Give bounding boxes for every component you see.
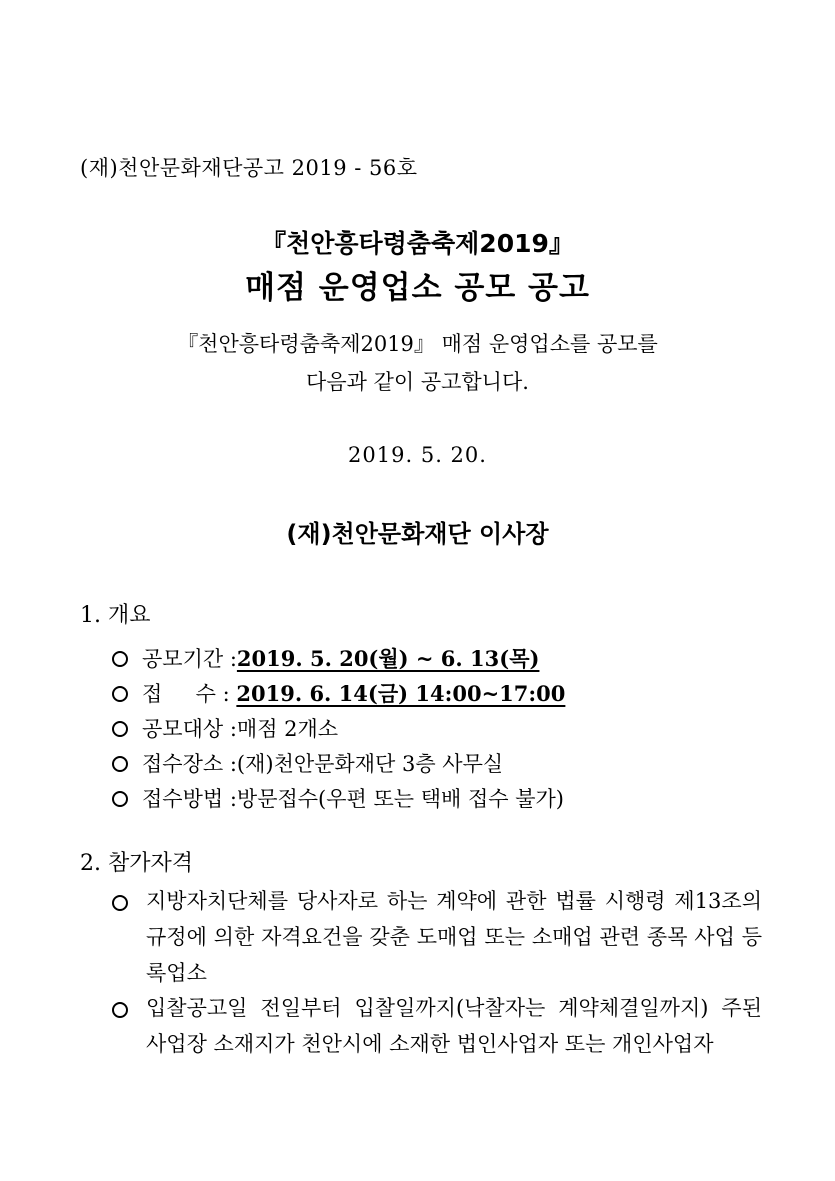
notice-number: (재)천안문화재단공고 2019 - 56호 <box>80 156 418 180</box>
eligibility-item-2 <box>112 990 762 1062</box>
item-value: 방문접수(우편 또는 택배 접수 불가) <box>236 787 564 811</box>
section-1-heading: 1. 개요 <box>80 603 151 628</box>
overview-item-method <box>112 783 564 813</box>
intro-line-1: 『천안흥타령춤축제2019』 매점 운영업소를 공모를 <box>177 332 658 356</box>
circle-bullet-icon <box>112 721 128 737</box>
item-label: 공모기간 : <box>142 647 237 671</box>
circle-bullet-icon <box>112 651 128 667</box>
item-value: 매점 2개소 <box>236 717 339 741</box>
eligibility-item-1 <box>112 883 762 991</box>
section-2-heading: 2. 참가자격 <box>80 851 193 876</box>
eligibility-text: 입찰공고일 전일부터 입찰일까지(낙찰자는 계약체결일까지) 주된 사업장 소재지가 천안시에 소재한 법인사업자 또는 개인사업자 <box>146 996 762 1056</box>
item-value: (재)천안문화재단 3층 사무실 <box>236 752 504 776</box>
overview-item-reception <box>112 678 565 708</box>
item-label: 접수방법 : <box>142 787 237 811</box>
circle-bullet-icon <box>112 895 128 911</box>
circle-bullet-icon <box>112 756 128 772</box>
overview-item-period <box>112 643 539 673</box>
circle-bullet-icon <box>112 791 128 807</box>
intro-text <box>0 325 835 401</box>
item-value: 2019. 6. 14(금) 14:00~17:00 <box>236 681 566 706</box>
item-label: 접 수 : <box>142 682 237 706</box>
item-label: 공모대상 : <box>142 717 237 741</box>
intro-line-2: 다음과 같이 공고합니다. <box>306 370 529 394</box>
circle-bullet-icon <box>112 1002 128 1018</box>
issuer: (재)천안문화재단 이사장 <box>286 520 549 548</box>
overview-item-location <box>112 748 503 778</box>
overview-item-target <box>112 713 338 743</box>
circle-bullet-icon <box>112 686 128 702</box>
title-festival-name: 『천안흥타령춤축제2019』 <box>261 229 574 258</box>
eligibility-text: 지방자치단체를 당사자로 하는 계약에 관한 법률 시행령 제13조의 규정에 의한 자격요건을 갖춘 도매업 또는 소매업 관련 종목 사업 등록업소 <box>146 889 762 985</box>
item-value: 2019. 5. 20(월) ~ 6. 13(목) <box>236 646 540 671</box>
notice-date: 2019. 5. 20. <box>348 443 487 467</box>
item-label: 접수장소 : <box>142 752 237 776</box>
title-main: 매점 운영업소 공모 공고 <box>245 270 590 306</box>
